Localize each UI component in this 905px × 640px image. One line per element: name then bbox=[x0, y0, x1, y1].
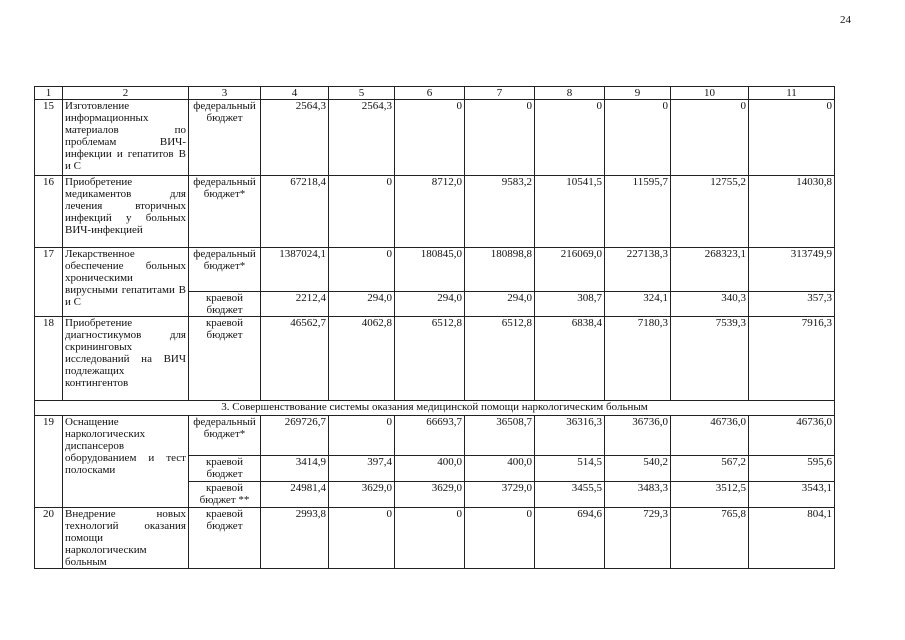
value-cell: 324,1 bbox=[605, 292, 671, 317]
measure-name: Приобретение диагностикумов для скрининговых исследований на ВИЧ подлежащих контингентов bbox=[63, 317, 189, 401]
row-number: 20 bbox=[35, 508, 63, 569]
value-cell: 3414,9 bbox=[261, 456, 329, 482]
funding-source: федеральный бюджет* bbox=[189, 248, 261, 292]
value-cell: 294,0 bbox=[395, 292, 465, 317]
value-cell: 0 bbox=[605, 100, 671, 176]
value-cell: 0 bbox=[329, 176, 395, 248]
value-cell: 294,0 bbox=[465, 292, 535, 317]
measure-name: Приобретение медикаментов для лечения вторичных инфекций у больных ВИЧ-инфекцией bbox=[63, 176, 189, 248]
header-cell: 9 bbox=[605, 87, 671, 100]
value-cell: 357,3 bbox=[749, 292, 835, 317]
value-cell: 308,7 bbox=[535, 292, 605, 317]
value-cell: 804,1 bbox=[749, 508, 835, 569]
value-cell: 3455,5 bbox=[535, 482, 605, 508]
value-cell: 180845,0 bbox=[395, 248, 465, 292]
section-title: 3. Совершенствование системы оказания медицинской помощи наркологическим больным bbox=[35, 401, 835, 416]
funding-source: федеральный бюджет bbox=[189, 100, 261, 176]
value-cell: 340,3 bbox=[671, 292, 749, 317]
value-cell: 2993,8 bbox=[261, 508, 329, 569]
value-cell: 227138,3 bbox=[605, 248, 671, 292]
value-cell: 0 bbox=[749, 100, 835, 176]
value-cell: 400,0 bbox=[395, 456, 465, 482]
table-row bbox=[35, 248, 835, 292]
value-cell: 36316,3 bbox=[535, 416, 605, 456]
header-cell: 1 bbox=[35, 87, 63, 100]
measure-name: Лекарственное обеспечение больных хроническими вирусными гепатитами В и С bbox=[63, 248, 189, 317]
row-number: 16 bbox=[35, 176, 63, 248]
value-cell: 1387024,1 bbox=[261, 248, 329, 292]
header-cell: 4 bbox=[261, 87, 329, 100]
value-cell: 9583,2 bbox=[465, 176, 535, 248]
value-cell: 7539,3 bbox=[671, 317, 749, 401]
value-cell: 0 bbox=[535, 100, 605, 176]
value-cell: 514,5 bbox=[535, 456, 605, 482]
value-cell: 66693,7 bbox=[395, 416, 465, 456]
value-cell: 36508,7 bbox=[465, 416, 535, 456]
measure-name: Оснащение наркологических диспансеров оборудованием и тест полосками bbox=[63, 416, 189, 508]
value-cell: 2564,3 bbox=[329, 100, 395, 176]
value-cell: 11595,7 bbox=[605, 176, 671, 248]
value-cell: 694,6 bbox=[535, 508, 605, 569]
value-cell: 10541,5 bbox=[535, 176, 605, 248]
table-row bbox=[35, 508, 835, 569]
value-cell: 3629,0 bbox=[329, 482, 395, 508]
value-cell: 0 bbox=[465, 100, 535, 176]
funding-source: краевой бюджет ** bbox=[189, 482, 261, 508]
value-cell: 6512,8 bbox=[395, 317, 465, 401]
value-cell: 7916,3 bbox=[749, 317, 835, 401]
measure-name: Внедрение новых технологий оказания помощи наркологическим больным bbox=[63, 508, 189, 569]
funding-source: краевой бюджет bbox=[189, 456, 261, 482]
value-cell: 6512,8 bbox=[465, 317, 535, 401]
table-row bbox=[35, 317, 835, 401]
value-cell: 0 bbox=[465, 508, 535, 569]
value-cell: 313749,9 bbox=[749, 248, 835, 292]
value-cell: 36736,0 bbox=[605, 416, 671, 456]
section-row bbox=[35, 401, 835, 416]
value-cell: 397,4 bbox=[329, 456, 395, 482]
funding-source: федеральный бюджет* bbox=[189, 416, 261, 456]
value-cell: 180898,8 bbox=[465, 248, 535, 292]
value-cell: 4062,8 bbox=[329, 317, 395, 401]
funding-source: краевой бюджет bbox=[189, 292, 261, 317]
value-cell: 0 bbox=[395, 100, 465, 176]
header-cell: 7 bbox=[465, 87, 535, 100]
funding-source: краевой бюджет bbox=[189, 317, 261, 401]
measure-name: Изготовление информационных материалов по проблемам ВИЧ-инфекции и гепатитов В и С bbox=[63, 100, 189, 176]
value-cell: 3729,0 bbox=[465, 482, 535, 508]
value-cell: 3512,5 bbox=[671, 482, 749, 508]
value-cell: 0 bbox=[329, 248, 395, 292]
value-cell: 46562,7 bbox=[261, 317, 329, 401]
header-cell: 3 bbox=[189, 87, 261, 100]
budget-table bbox=[34, 86, 835, 569]
header-cell: 5 bbox=[329, 87, 395, 100]
table-row bbox=[35, 176, 835, 248]
value-cell: 269726,7 bbox=[261, 416, 329, 456]
value-cell: 268323,1 bbox=[671, 248, 749, 292]
funding-source: краевой бюджет bbox=[189, 508, 261, 569]
page-number: 24 bbox=[840, 14, 851, 26]
value-cell: 729,3 bbox=[605, 508, 671, 569]
value-cell: 216069,0 bbox=[535, 248, 605, 292]
funding-source: федеральный бюджет* bbox=[189, 176, 261, 248]
value-cell: 3483,3 bbox=[605, 482, 671, 508]
row-number: 19 bbox=[35, 416, 63, 508]
value-cell: 46736,0 bbox=[749, 416, 835, 456]
value-cell: 0 bbox=[329, 416, 395, 456]
value-cell: 540,2 bbox=[605, 456, 671, 482]
value-cell: 2564,3 bbox=[261, 100, 329, 176]
header-cell: 2 bbox=[63, 87, 189, 100]
value-cell: 3629,0 bbox=[395, 482, 465, 508]
value-cell: 6838,4 bbox=[535, 317, 605, 401]
value-cell: 7180,3 bbox=[605, 317, 671, 401]
header-cell: 11 bbox=[749, 87, 835, 100]
value-cell: 567,2 bbox=[671, 456, 749, 482]
table-row bbox=[35, 416, 835, 456]
value-cell: 595,6 bbox=[749, 456, 835, 482]
value-cell: 0 bbox=[671, 100, 749, 176]
value-cell: 67218,4 bbox=[261, 176, 329, 248]
value-cell: 12755,2 bbox=[671, 176, 749, 248]
row-number: 17 bbox=[35, 248, 63, 317]
value-cell: 765,8 bbox=[671, 508, 749, 569]
value-cell: 24981,4 bbox=[261, 482, 329, 508]
value-cell: 2212,4 bbox=[261, 292, 329, 317]
value-cell: 294,0 bbox=[329, 292, 395, 317]
row-number: 18 bbox=[35, 317, 63, 401]
value-cell: 0 bbox=[329, 508, 395, 569]
row-number: 15 bbox=[35, 100, 63, 176]
value-cell: 14030,8 bbox=[749, 176, 835, 248]
value-cell: 0 bbox=[395, 508, 465, 569]
value-cell: 46736,0 bbox=[671, 416, 749, 456]
table-row bbox=[35, 100, 835, 176]
value-cell: 8712,0 bbox=[395, 176, 465, 248]
header-cell: 8 bbox=[535, 87, 605, 100]
header-row bbox=[35, 87, 835, 100]
value-cell: 400,0 bbox=[465, 456, 535, 482]
header-cell: 6 bbox=[395, 87, 465, 100]
header-cell: 10 bbox=[671, 87, 749, 100]
value-cell: 3543,1 bbox=[749, 482, 835, 508]
